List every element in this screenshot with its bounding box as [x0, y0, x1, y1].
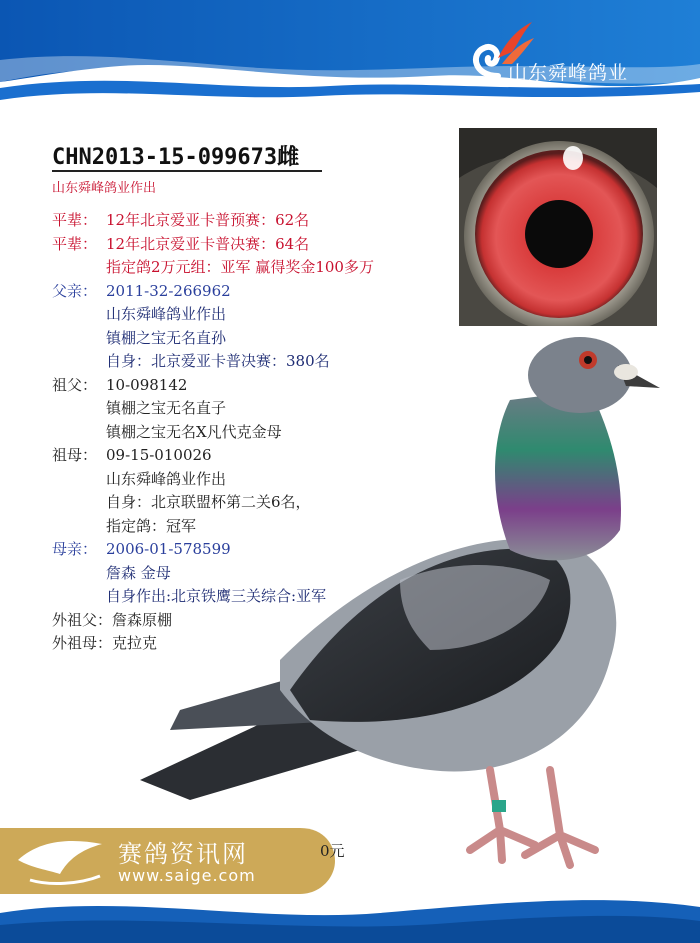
pedigree-line	[52, 257, 374, 277]
ring-number: CHN2013-15-099673雌	[52, 145, 300, 170]
pedigree-text: 12年北京爱亚卡普决赛：64名	[106, 234, 310, 253]
pedigree-label: 平辈：	[52, 211, 98, 229]
pedigree-text: 指定鸽2万元组：亚军 赢得奖金100多万	[106, 258, 374, 276]
pedigree-text: 克拉克	[112, 634, 158, 652]
pedigree-line	[52, 281, 231, 301]
pedigree-text: 指定鸽：冠军	[106, 516, 197, 535]
pedigree-text: 09-15-010026	[106, 446, 212, 464]
pedigree-text: 镇棚之宝无名直孙	[106, 328, 227, 347]
pedigree-label: 祖母：	[52, 446, 98, 464]
pedigree-text: 詹森原棚	[112, 610, 173, 629]
pedigree-text: 12年北京爱亚卡普预赛：62名	[106, 211, 310, 229]
pedigree-text: 詹森 金母	[106, 563, 171, 582]
pedigree-text: 自身作出:北京铁鹰三关综合:亚军	[106, 587, 327, 605]
pedigree-text: 自身：北京爱亚卡普决赛：380名	[106, 352, 330, 370]
pedigree-label: 母亲：	[52, 540, 98, 558]
pedigree-text: 山东舜峰鸽业作出	[106, 469, 227, 488]
pedigree-line	[52, 234, 309, 254]
pedigree-label: 父亲：	[52, 281, 98, 300]
pedigree-label: 外祖父：	[52, 610, 113, 629]
pedigree-text: 自身：北京联盟杯第二关6名，	[106, 493, 311, 511]
pedigree-text: 山东舜峰鸽业作出	[106, 305, 227, 323]
pedigree-line	[52, 304, 226, 324]
watermark-name: 赛鸽资讯网	[118, 840, 248, 868]
pedigree-text: 镇棚之宝无名直子	[106, 399, 227, 417]
pedigree-text: 2006-01-578599	[106, 540, 231, 558]
title-underline	[52, 170, 322, 172]
eye-photo	[459, 128, 657, 326]
header-banner	[0, 0, 700, 110]
pedigree-text: 镇棚之宝无名X凡代克金母	[106, 422, 282, 441]
brand-name: 山东舜峰鸽业	[508, 62, 629, 84]
pedigree-label: 外祖母：	[52, 634, 113, 652]
pedigree-text: 2011-32-266962	[106, 281, 231, 300]
pigeon-photo	[130, 330, 670, 890]
price-fragment: 0元	[320, 842, 345, 860]
pedigree-label: 祖父：	[52, 375, 98, 394]
footer-banner	[0, 883, 700, 943]
pigeon-logo-icon	[10, 830, 110, 890]
pedigree-line	[52, 210, 309, 230]
pedigree-label: 平辈：	[52, 234, 98, 253]
pedigree-text: 10-098142	[106, 375, 188, 394]
watermark-url[interactable]: www.saige.com	[118, 866, 256, 885]
bred-by: 山东舜峰鸽业作出	[52, 181, 157, 196]
